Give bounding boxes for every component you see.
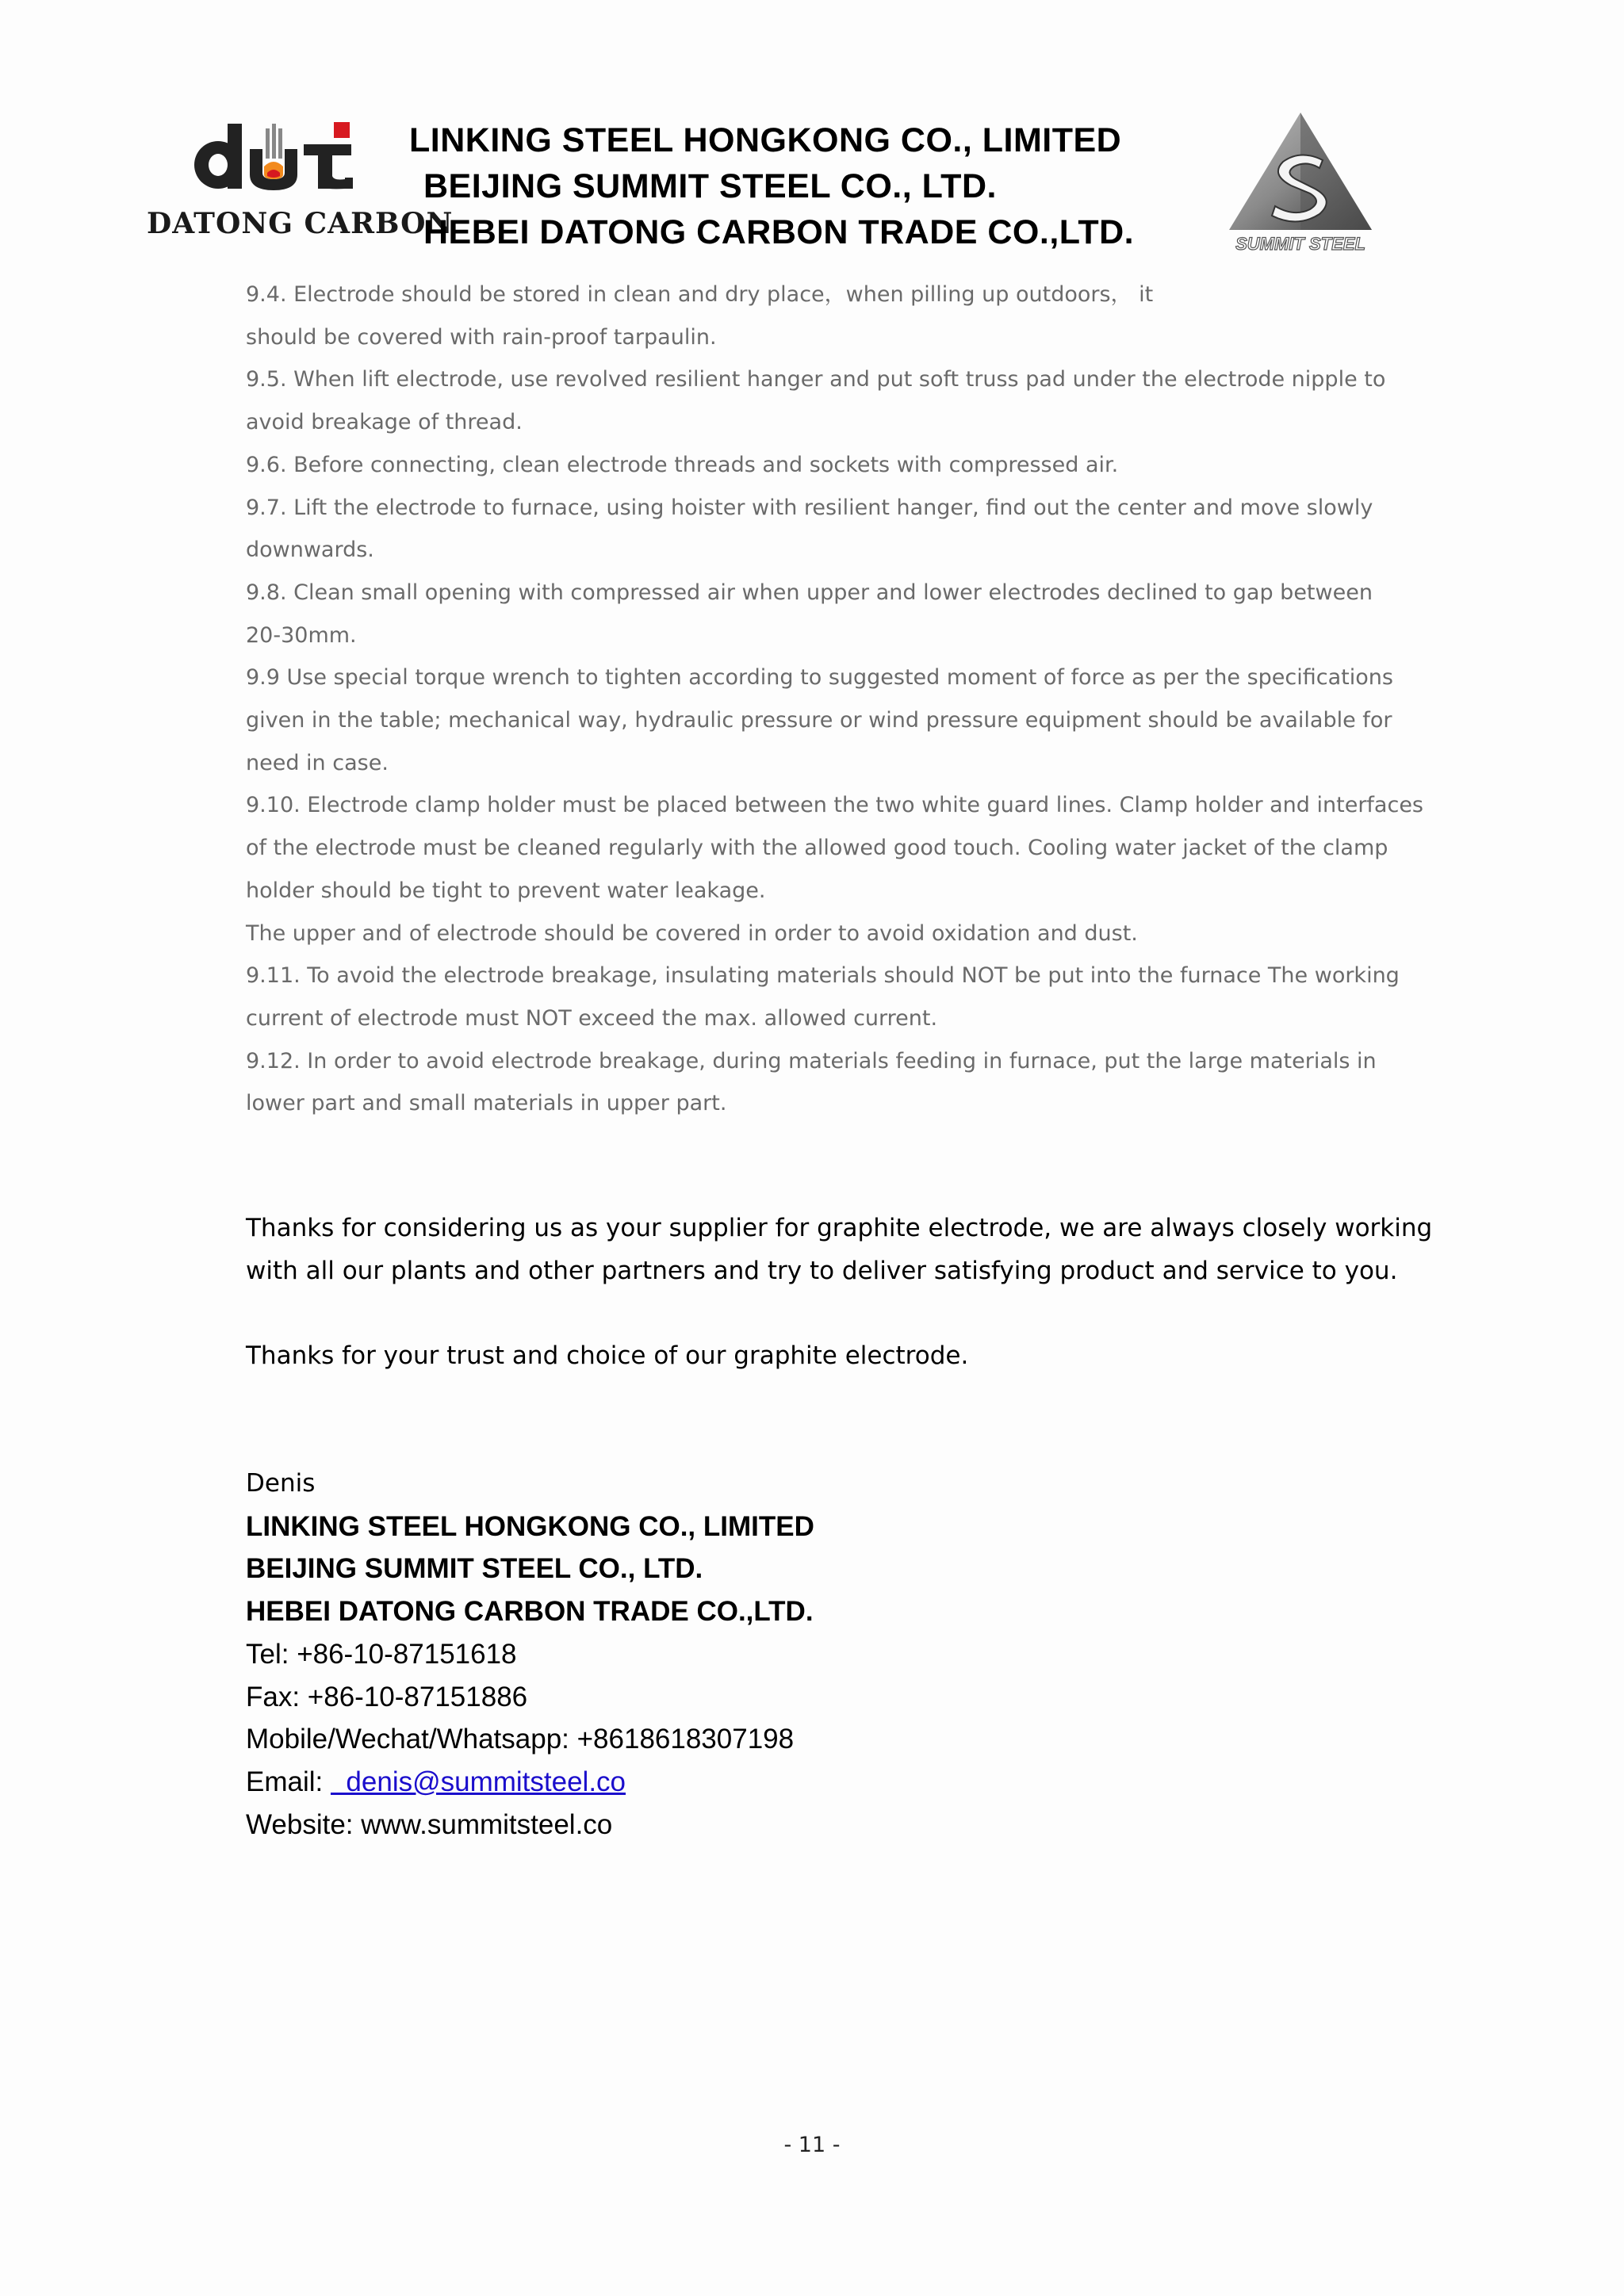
datong-carbon-logo-text: DATONG CARBON [147, 207, 454, 240]
guideline-line: 9.11. To avoid the electrode breakage, insulating materials should NOT be put into the furnace The working [246, 963, 1400, 989]
closing-line-1: Thanks for considering us as your supplier for graphite electrode, we are always closely working [246, 1214, 1433, 1242]
telephone: Tel: +86-10-87151618 [246, 1638, 517, 1670]
guideline-line: lower part and small materials in upper part. [246, 1091, 727, 1116]
header-company-names [409, 117, 1134, 255]
guideline-line: should be covered with rain-proof tarpaulin. [246, 324, 717, 350]
guideline-line: current of electrode must NOT exceed the max. allowed current. [246, 1005, 938, 1031]
guideline-line: 9.8. Clean small opening with compressed air when upper and lower electrodes declined to gap between [246, 580, 1373, 605]
guideline-line: downwards. [246, 538, 374, 563]
guideline-line: 20-30mm. [246, 622, 357, 648]
email-label: Email: [246, 1766, 331, 1797]
summit-steel-logo [1221, 111, 1380, 254]
signature-company-2: BEIJING SUMMIT STEEL CO., LTD. [246, 1553, 703, 1585]
guideline-line: 9.10. Electrode clamp holder must be placed between the two white guard lines. Clamp holder and interfaces [246, 793, 1423, 818]
guideline-line: 9.7. Lift the electrode to furnace, using hoister with resilient hanger, find out the center and move slowly [246, 495, 1373, 520]
header-company-2: BEIJING SUMMIT STEEL CO., LTD. [423, 167, 997, 205]
guideline-line: 9.6. Before connecting, clean electrode threads and sockets with compressed air. [246, 452, 1119, 477]
page-number: - 11 - [783, 2133, 841, 2157]
website: Website: www.summitsteel.co [246, 1808, 613, 1840]
guideline-line: The upper and of electrode should be covered in order to avoid oxidation and dust. [246, 920, 1138, 946]
datong-carbon-logo [147, 117, 454, 244]
closing-paragraphs [246, 1207, 1433, 1378]
signature-block [246, 1463, 814, 1846]
summit-steel-logo-text: SUMMIT STEEL [1235, 234, 1365, 254]
signature-company-3: HEBEI DATONG CARBON TRADE CO.,LTD. [246, 1596, 814, 1628]
guideline-line: 9.4. Electrode should be stored in clean and dry place，when pilling up outdoors， it [246, 282, 1154, 307]
email-row [246, 1761, 814, 1804]
email-link[interactable]: denis@summitsteel.co [330, 1766, 626, 1797]
guideline-line: 9.12. In order to avoid electrode breakage, during materials feeding in furnace, put the large materials in [246, 1048, 1377, 1073]
guideline-line: holder should be tight to prevent water leakage. [246, 878, 766, 903]
datong-carbon-logo-icon [186, 117, 369, 205]
closing-line-3: Thanks for your trust and choice of our graphite electrode. [246, 1341, 969, 1371]
signer-name: Denis [246, 1469, 316, 1498]
guideline-line: avoid breakage of thread. [246, 410, 523, 435]
signature-company-1: LINKING STEEL HONGKONG CO., LIMITED [246, 1510, 814, 1542]
closing-line-2: with all our plants and other partners and try to deliver satisfying product and service to you. [246, 1256, 1398, 1285]
electrode-guidelines [246, 274, 1423, 1125]
guideline-line: 9.9 Use special torque wrench to tighten according to suggested moment of force as per the specifications [246, 665, 1393, 691]
guideline-line: need in case. [246, 750, 389, 775]
summit-steel-logo-icon [1221, 111, 1380, 254]
guideline-line: 9.5. When lift electrode, use revolved resilient hanger and put soft truss pad under the electrode nipple to [246, 367, 1386, 392]
fax: Fax: +86-10-87151886 [246, 1681, 528, 1712]
header-company-1: LINKING STEEL HONGKONG CO., LIMITED [409, 121, 1122, 159]
mobile-wechat-whatsapp: Mobile/Wechat/Whatsapp: +8618618307198 [246, 1724, 795, 1755]
header-company-3: HEBEI DATONG CARBON TRADE CO.,LTD. [423, 213, 1135, 251]
guideline-line: of the electrode must be cleaned regularly with the allowed good touch. Cooling water jacket of the clamp [246, 836, 1388, 861]
guideline-line: given in the table; mechanical way, hydraulic pressure or wind pressure equipment should be available for [246, 708, 1392, 733]
